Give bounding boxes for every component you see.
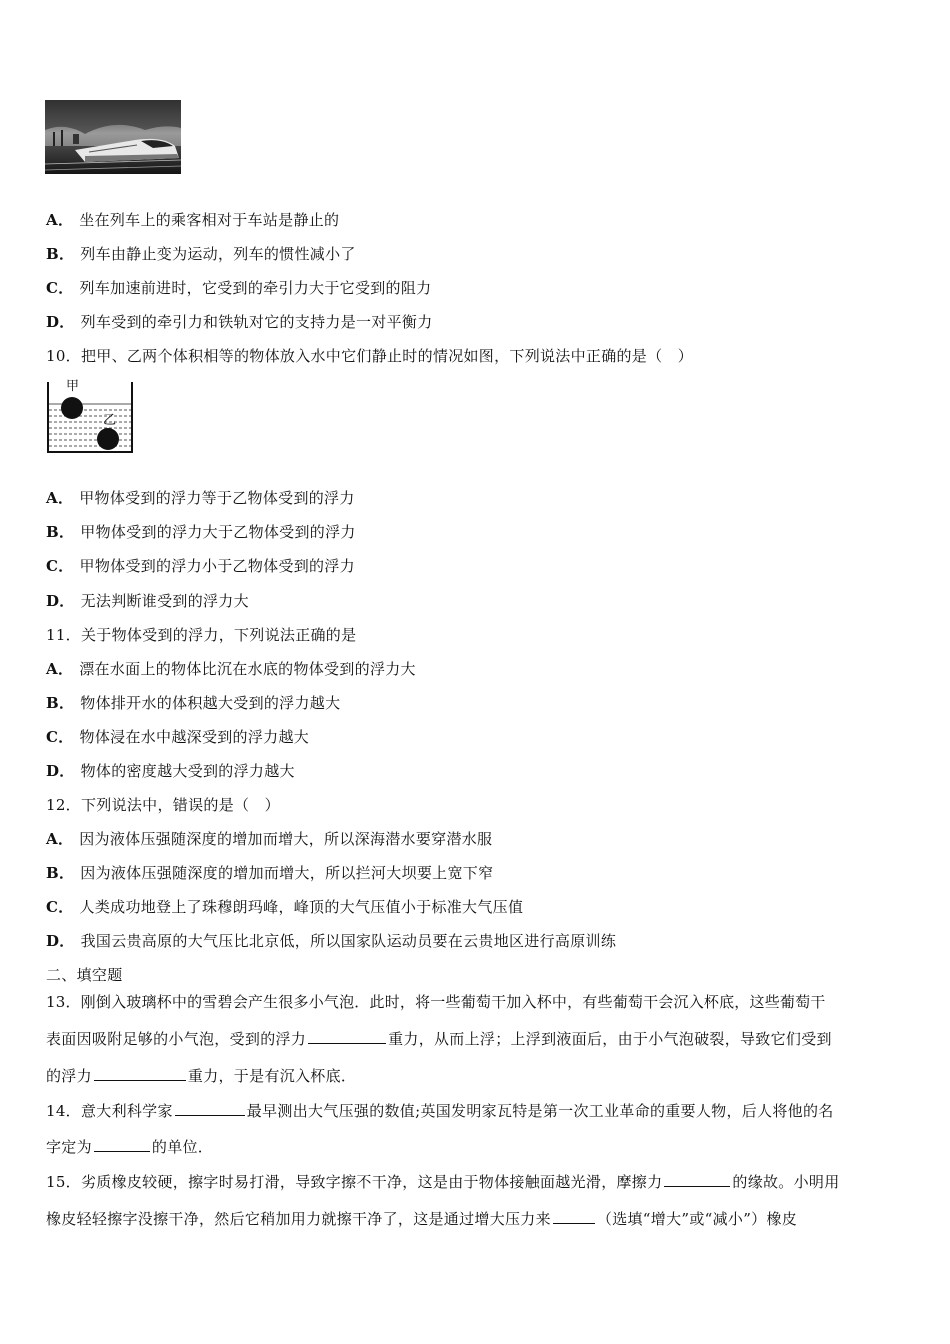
q15-line-2: 橡皮轻轻擦字没擦干净，然后它稍加用力就擦干净了，这是通过增大压力来 （选填“增大”或“减小”）橡皮 (46, 1210, 798, 1228)
q15-line-1: 15．劣质橡皮较硬，擦字时易打滑，导致字擦不干净，这是由于物体接触面越光滑，摩擦力 的缘故。小明用 (46, 1173, 840, 1191)
q13-line-1: 13．刚倒入玻璃杯中的雪碧会产生很多小气泡．此时，将一些葡萄干加入杯中，有些葡萄干会沉入杯底，这些葡萄干 (46, 993, 826, 1011)
q12-option-d: D． 我国云贵高原的大气压比北京低，所以国家队运动员要在云贵地区进行高原训练 (46, 932, 617, 950)
q13-line-2: 表面因吸附足够的小气泡，受到的浮力 重力，从而上浮；上浮到液面后，由于小气泡破裂，导致它们受到 (46, 1030, 832, 1048)
q9-option-b: B． 列车由静止变为运动，列车的惯性减小了 (46, 245, 356, 263)
label-jia: 甲 (66, 379, 80, 394)
q14-blank-2[interactable] (94, 1137, 150, 1152)
q12-stem: 12．下列说法中，错误的是（ ） (46, 796, 280, 814)
q15-blank-2[interactable] (553, 1209, 595, 1224)
label-yi: 乙 (103, 413, 117, 428)
q12-option-c: C． 人类成功地登上了珠穆朗玛峰，峰顶的大气压值小于标准大气压值 (46, 898, 524, 916)
object-jia (61, 397, 83, 419)
q11-option-d: D． 物体的密度越大受到的浮力越大 (46, 762, 295, 780)
q13-blank-2[interactable] (94, 1066, 186, 1081)
q10-stem: 10．把甲、乙两个体积相等的物体放入水中它们静止时的情况如图，下列说法中正确的是（ ） (46, 347, 693, 365)
q11-stem: 11．关于物体受到的浮力，下列说法正确的是 (46, 626, 357, 644)
q10-option-a: A． 甲物体受到的浮力等于乙物体受到的浮力 (46, 489, 355, 507)
q14-line-1: 14．意大利科学家 最早测出大气压强的数值;英国发明家瓦特是第一次工业革命的重要人物，后人将他的名 (46, 1102, 834, 1120)
train-photo (45, 100, 181, 174)
q9-option-c: C． 列车加速前进时，它受到的牵引力大于它受到的阻力 (46, 279, 432, 297)
q10-option-c: C． 甲物体受到的浮力小于乙物体受到的浮力 (46, 557, 355, 575)
q13-blank-1[interactable] (308, 1029, 386, 1044)
q14-blank-1[interactable] (175, 1101, 245, 1116)
section-title: 二、填空题 (46, 966, 123, 984)
q11-option-c: C． 物体浸在水中越深受到的浮力越大 (46, 728, 310, 746)
q15-blank-1[interactable] (664, 1172, 730, 1187)
q9-option-d: D． 列车受到的牵引力和铁轨对它的支持力是一对平衡力 (46, 313, 433, 331)
q10-option-d: D． 无法判断谁受到的浮力大 (46, 592, 249, 610)
q11-option-b: B． 物体排开水的体积越大受到的浮力越大 (46, 694, 341, 712)
q14-line-2: 字定为 的单位． (46, 1138, 214, 1156)
q12-option-b: B． 因为液体压强随深度的增加而增大，所以拦河大坝要上宽下窄 (46, 864, 494, 882)
q10-option-b: B． 甲物体受到的浮力大于乙物体受到的浮力 (46, 523, 356, 541)
object-yi (97, 428, 119, 450)
q13-line-3: 的浮力 重力，于是有沉入杯底． (46, 1067, 357, 1085)
beaker-figure (45, 376, 137, 454)
q11-option-a: A． 漂在水面上的物体比沉在水底的物体受到的浮力大 (46, 660, 416, 678)
q12-option-a: A． 因为液体压强随深度的增加而增大，所以深海潜水要穿潜水服 (46, 830, 493, 848)
q9-option-a: A． 坐在列车上的乘客相对于车站是静止的 (46, 211, 340, 229)
